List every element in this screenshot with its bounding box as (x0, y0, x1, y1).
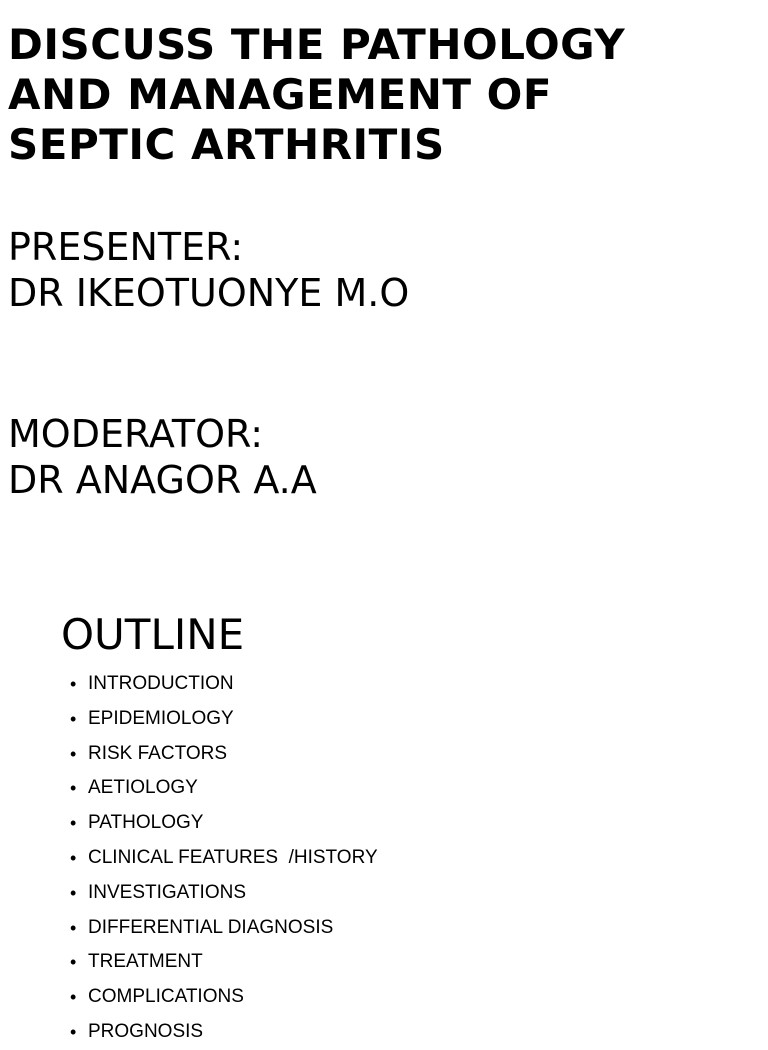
list-item (70, 737, 378, 772)
list-item (70, 911, 378, 946)
bullet-icon: • (70, 1021, 77, 1042)
moderator-name: DR ANAGOR A.A (8, 458, 317, 502)
presenter-label: PRESENTER: (8, 225, 244, 269)
moderator-label: MODERATOR: (8, 412, 264, 456)
list-item-label: INVESTIGATIONS (88, 881, 247, 903)
bullet-icon: • (70, 917, 77, 938)
slide-title (8, 20, 625, 170)
presenter-name: DR IKEOTUONYE M.O (8, 271, 410, 315)
title-line: DISCUSS THE PATHOLOGY (8, 20, 626, 69)
title-line: SEPTIC ARTHRITIS (8, 120, 445, 169)
list-item (70, 667, 378, 702)
list-item-label: TREATMENT (88, 951, 203, 973)
bullet-icon: • (70, 674, 77, 694)
list-item (70, 806, 378, 841)
bullet-icon: • (70, 708, 77, 729)
list-item (70, 876, 378, 911)
bullet-icon: • (70, 813, 77, 834)
list-item-label: EPIDEMIOLOGY (88, 707, 234, 729)
bullet-icon: • (70, 743, 77, 764)
list-item (70, 841, 378, 876)
moderator-block (8, 411, 317, 503)
list-item-label: PATHOLOGY (88, 812, 204, 834)
title-line: AND MANAGEMENT OF (8, 70, 553, 119)
presenter-block (8, 224, 409, 316)
list-item-label: AETIOLOGY (88, 777, 198, 799)
outline-list (70, 667, 378, 1050)
bullet-icon: • (70, 987, 77, 1008)
list-item (70, 945, 378, 980)
list-item (70, 702, 378, 737)
list-item-label: DIFFERENTIAL DIAGNOSIS (88, 916, 334, 938)
list-item (70, 771, 378, 806)
list-item (70, 980, 378, 1015)
bullet-icon: • (70, 847, 77, 868)
list-item-label: COMPLICATIONS (88, 986, 244, 1008)
outline-heading: OUTLINE (61, 610, 245, 659)
bullet-icon: • (70, 952, 77, 973)
list-item-label: PROGNOSIS (88, 1020, 204, 1042)
list-item-label: INTRODUCTION (88, 673, 234, 694)
bullet-icon: • (70, 882, 77, 903)
bullet-icon: • (70, 778, 77, 799)
list-item-label: RISK FACTORS (88, 742, 228, 764)
list-item (70, 1015, 378, 1050)
list-item-label: CLINICAL FEATURES /HISTORY (88, 846, 378, 868)
